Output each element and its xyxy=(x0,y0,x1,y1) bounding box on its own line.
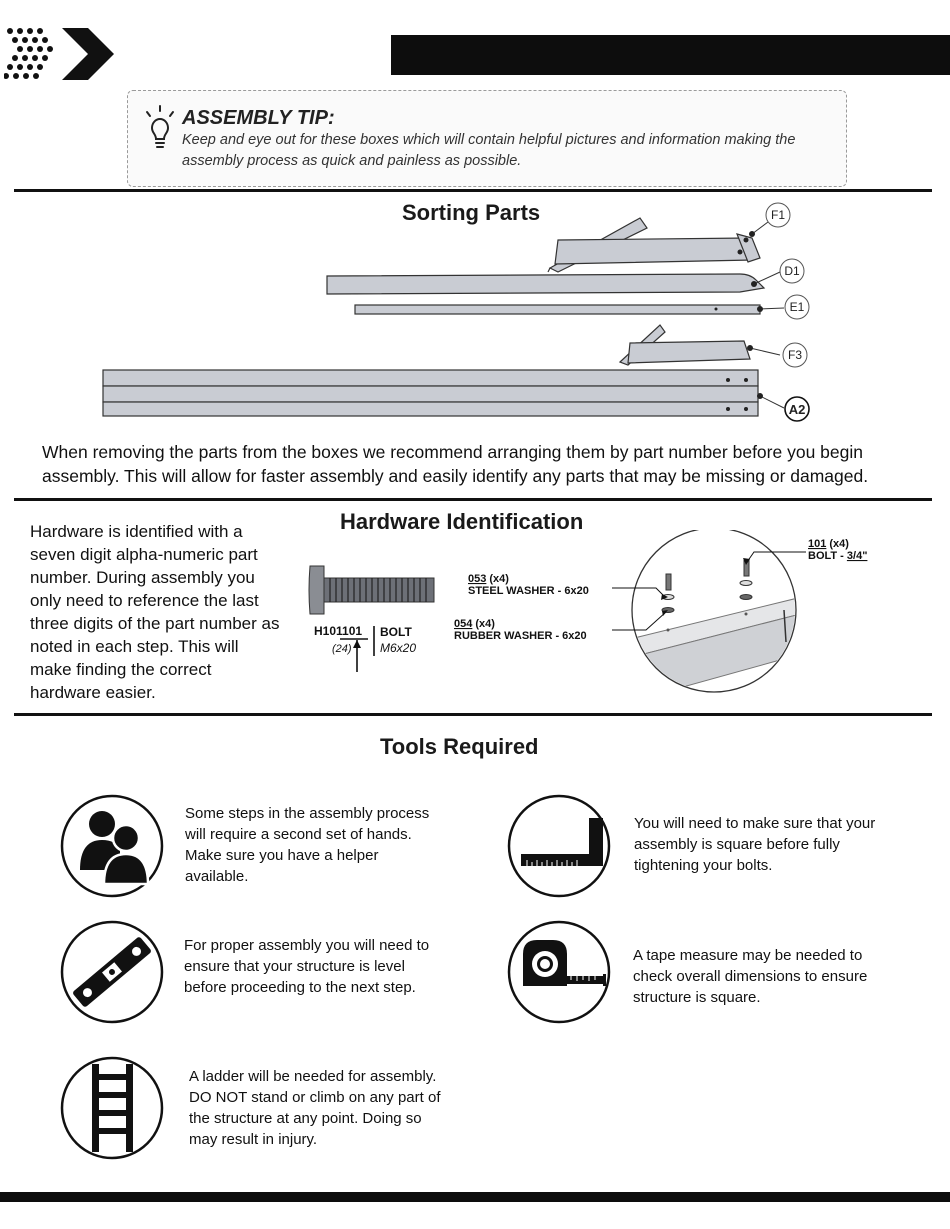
parts-illustration xyxy=(100,200,820,432)
hardware-title: Hardware Identification xyxy=(340,509,584,534)
header-bar xyxy=(391,35,950,75)
sorting-parts-title: Sorting Parts xyxy=(402,200,541,225)
svg-text:053(x4) xyxy=(468,573,509,585)
level-text: For proper assembly you will need to ensure that your structure is level before proceeding to the next step. xyxy=(184,937,430,996)
callout-054-number: 054 xyxy=(454,618,473,630)
section-divider xyxy=(14,713,932,716)
helpers-icon xyxy=(60,794,164,898)
bolt-size: M6x20 xyxy=(380,641,417,655)
label-A2: A2 xyxy=(788,402,806,417)
section-divider xyxy=(14,498,932,501)
tape-measure-icon xyxy=(507,920,611,1024)
bolt-quantity: (24) xyxy=(332,643,352,655)
tools-title: Tools Required xyxy=(380,734,539,759)
bolt-icon xyxy=(309,566,434,614)
callout-101-name: BOLT - xyxy=(808,550,847,562)
svg-text:101(x4) xyxy=(808,538,849,550)
square-text: You will need to make sure that your assembly is square before fully tightening your bolts. xyxy=(634,815,876,874)
level-icon xyxy=(60,920,164,1024)
callout-101-qty: (x4) xyxy=(829,538,849,550)
section-divider xyxy=(14,189,932,192)
label-F3: F3 xyxy=(787,348,803,362)
callout-053-name: STEEL WASHER - 6x20 xyxy=(468,585,589,597)
helpers-text: Some steps in the assembly process will require a second set of hands. Make sure you have a helper available. xyxy=(185,805,430,885)
tip-text: Keep and eye out for these boxes which will contain helpful pictures and information making the assembly process as quick and painless as possible. xyxy=(182,132,796,169)
lightbulb-icon xyxy=(142,104,178,150)
callout-053-number: 053 xyxy=(468,573,487,585)
tip-title: ASSEMBLY TIP: xyxy=(182,107,335,129)
callout-101-number: 101 xyxy=(808,538,827,550)
svg-text:054(x4) xyxy=(454,618,495,630)
bolt-name: BOLT xyxy=(380,625,412,639)
footer-bar xyxy=(0,1192,950,1202)
bolt-part-number: H101101 xyxy=(314,624,363,638)
callout-101-size: 3/4" xyxy=(846,550,868,562)
label-E1: E1 xyxy=(789,300,805,314)
callout-054-name: RUBBER WASHER - 6x20 xyxy=(454,630,587,642)
hardware-text: Hardware is identified with a seven digit alpha-numeric part number. During assembly you only need to reference the last three digits of the part number as noted in each step. This will make finding the correct hardware easier. xyxy=(30,522,280,702)
label-F1: F1 xyxy=(770,208,786,222)
hardware-illustration xyxy=(296,530,916,698)
tape-measure-text: A tape measure may be needed to check overall dimensions to ensure structure is square. xyxy=(633,947,868,1006)
sorting-parts-text: When removing the parts from the boxes we recommend arranging them by part number before you begin assembly. This will allow for faster assembly and easily identify any parts that may be missing or damaged. xyxy=(42,442,869,486)
callout-053-qty: (x4) xyxy=(489,573,509,585)
square-icon xyxy=(507,794,611,898)
callout-054-qty: (x4) xyxy=(475,618,495,630)
svg-text:BOLT - 3/4" xyxy=(808,550,867,562)
label-D1: D1 xyxy=(784,264,800,278)
ladder-icon xyxy=(60,1056,164,1160)
chevron-logo-icon xyxy=(4,26,116,82)
ladder-text: A ladder will be needed for assembly. DO NOT stand or climb on any part of the structure at any point. Doing so may result in injury. xyxy=(189,1068,441,1148)
